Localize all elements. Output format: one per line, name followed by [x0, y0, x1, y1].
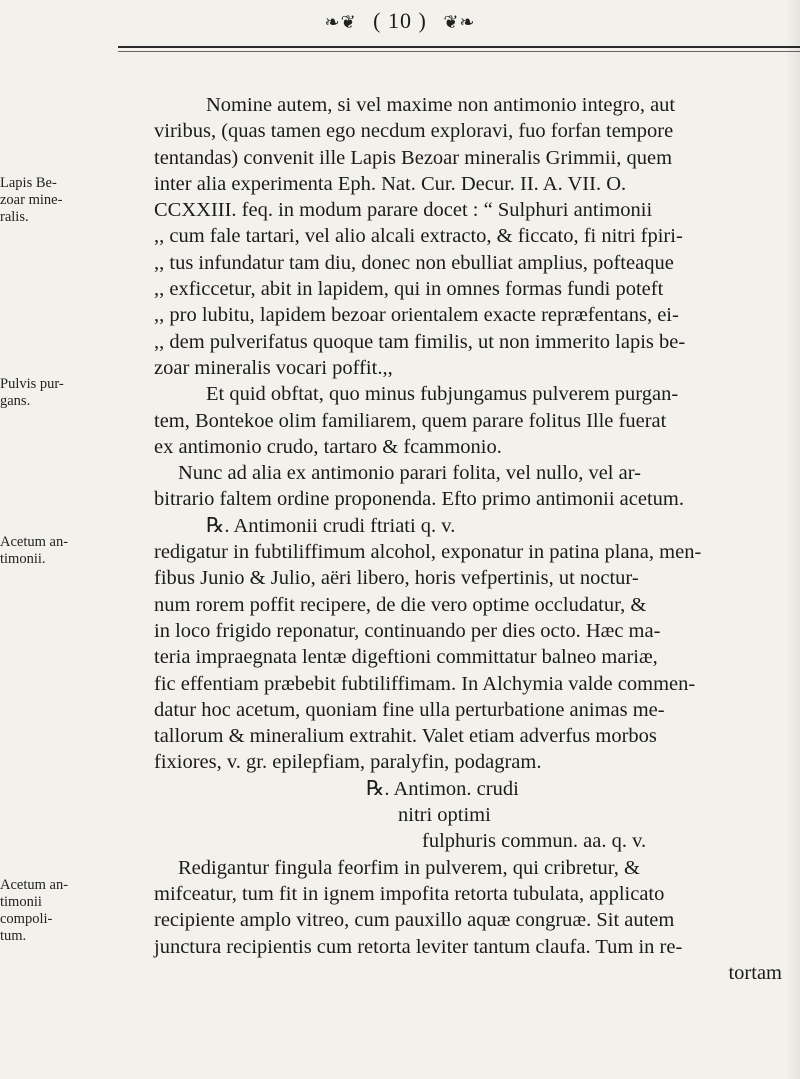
text-line: fic effentiam præbebit fubtiliffimam. In Alchymia valde commen-: [154, 672, 696, 695]
text-line: Nunc ad alia ex antimonio parari folita, vel nullo, vel ar-: [178, 462, 641, 485]
text-line: ,, cum fale tartari, vel alio alcali extracto, & ficcato, fi nitri fpiri-: [154, 225, 683, 248]
page-header: [0, 8, 800, 34]
margin-note-line: compoli-: [0, 911, 53, 927]
text-line: tem, Bontekoe olim familiarem, quem parare folitus Ille fuerat: [154, 409, 667, 432]
text-line: viribus, (quas tamen ego necdum exploravi, fuo forfan tempore: [154, 120, 674, 143]
margin-note-acetum: [0, 534, 69, 568]
margin-note-line: Lapis Be-: [0, 175, 57, 191]
recipe-line: ℞. Antimonii crudi ftriati q. v.: [206, 514, 456, 537]
recipe-line: fulphuris commun. aa. q. v.: [422, 830, 647, 853]
text-line: in loco frigido reponatur, continuando per dies octo. Hæc ma-: [154, 619, 661, 642]
text-line: inter alia experimenta Eph. Nat. Cur. Decur. II. A. VII. O.: [154, 172, 627, 195]
header-rule: [118, 46, 800, 48]
text-line: ,, pro lubitu, lapidem bezoar orientalem exacte repræfentans, ei-: [154, 304, 679, 327]
text-line: ,, tus infundatur tam diu, donec non ebulliat amplius, pofteaque: [154, 251, 674, 274]
text-line: Et quid obftat, quo minus fubjungamus pulverem purgan-: [206, 383, 679, 406]
margin-note-pulvis: [0, 376, 66, 410]
margin-note-lapis: [0, 175, 66, 226]
text-line: ex antimonio crudo, tartaro & fcammonio.: [154, 435, 502, 458]
text-line: num rorem poffit recipere, de die vero optime occludatur, &: [154, 593, 647, 616]
text-line: Redigantur fingula feorfim in pulverem, qui cribretur, &: [178, 856, 641, 879]
margin-note-line: timonii.: [0, 551, 46, 567]
catchword: tortam: [728, 961, 782, 984]
text-line: ,, exficcetur, abit in lapidem, qui in omnes formas fundi poteft: [154, 278, 664, 301]
text-line: teria impraegnata lentæ digeftioni committatur balneo mariæ,: [154, 646, 658, 669]
text-line: fibus Junio & Julio, aëri libero, horis vefpertinis, ut noctur-: [154, 567, 639, 590]
body-text: [154, 92, 786, 986]
margin-note-line: Acetum an-: [0, 534, 69, 550]
recipe-line: nitri optimi: [398, 804, 491, 827]
text-line: fixiores, v. gr. epilepfiam, paralyfin, podagram.: [154, 751, 542, 774]
margin-note-line: tum.: [0, 928, 27, 944]
margin-note-line: gans.: [0, 393, 31, 409]
text-line: junctura recipientis cum retorta leviter tantum claufa. Tum in re-: [154, 935, 683, 958]
text-line: mifceatur, tum fit in ignem impofita retorta tubulata, applicato: [154, 882, 665, 905]
margin-note-line: zoar mine-: [0, 192, 63, 208]
text-line: bitrario faltem ordine proponenda. Efto primo antimonii acetum.: [154, 488, 684, 511]
text-line: ,, dem pulverifatus quoque tam fimilis, ut non immerito lapis be-: [154, 330, 686, 353]
margin-note-line: Acetum an-: [0, 877, 69, 893]
page-edge-shadow: [786, 0, 800, 1079]
margin-note-acetum-compositum: [0, 877, 69, 945]
ornament-right-icon: ❦❧: [443, 12, 476, 32]
margin-note-line: timonii: [0, 894, 42, 910]
page-number: ( 10 ): [373, 8, 427, 33]
text-line: CCXXIII. feq. in modum parare docet : “ Sulphuri antimonii: [154, 199, 653, 222]
recipe-line: ℞. Antimon. crudi: [366, 777, 519, 800]
text-line: datur hoc acetum, quoniam fine ulla perturbatione animas me-: [154, 698, 665, 721]
margin-note-line: ralis.: [0, 209, 29, 225]
margin-note-line: Pulvis pur-: [0, 376, 64, 392]
text-line: recipiente amplo vitreo, cum pauxillo aquæ congruæ. Sit autem: [154, 909, 675, 932]
text-line: zoar mineralis vocari poffit.,,: [154, 356, 393, 379]
header-rule-thin: [118, 51, 800, 52]
text-line: Nomine autem, si vel maxime non antimonio integro, aut: [206, 94, 676, 116]
text-line: redigatur in fubtiliffimum alcohol, exponatur in patina plana, men-: [154, 541, 702, 564]
text-line: tallorum & mineralium extrahit. Valet etiam adverfus morbos: [154, 725, 657, 748]
text-line: tentandas) convenit ille Lapis Bezoar mineralis Grimmii, quem: [154, 146, 673, 169]
ornament-left-icon: ❧❦: [324, 12, 357, 32]
